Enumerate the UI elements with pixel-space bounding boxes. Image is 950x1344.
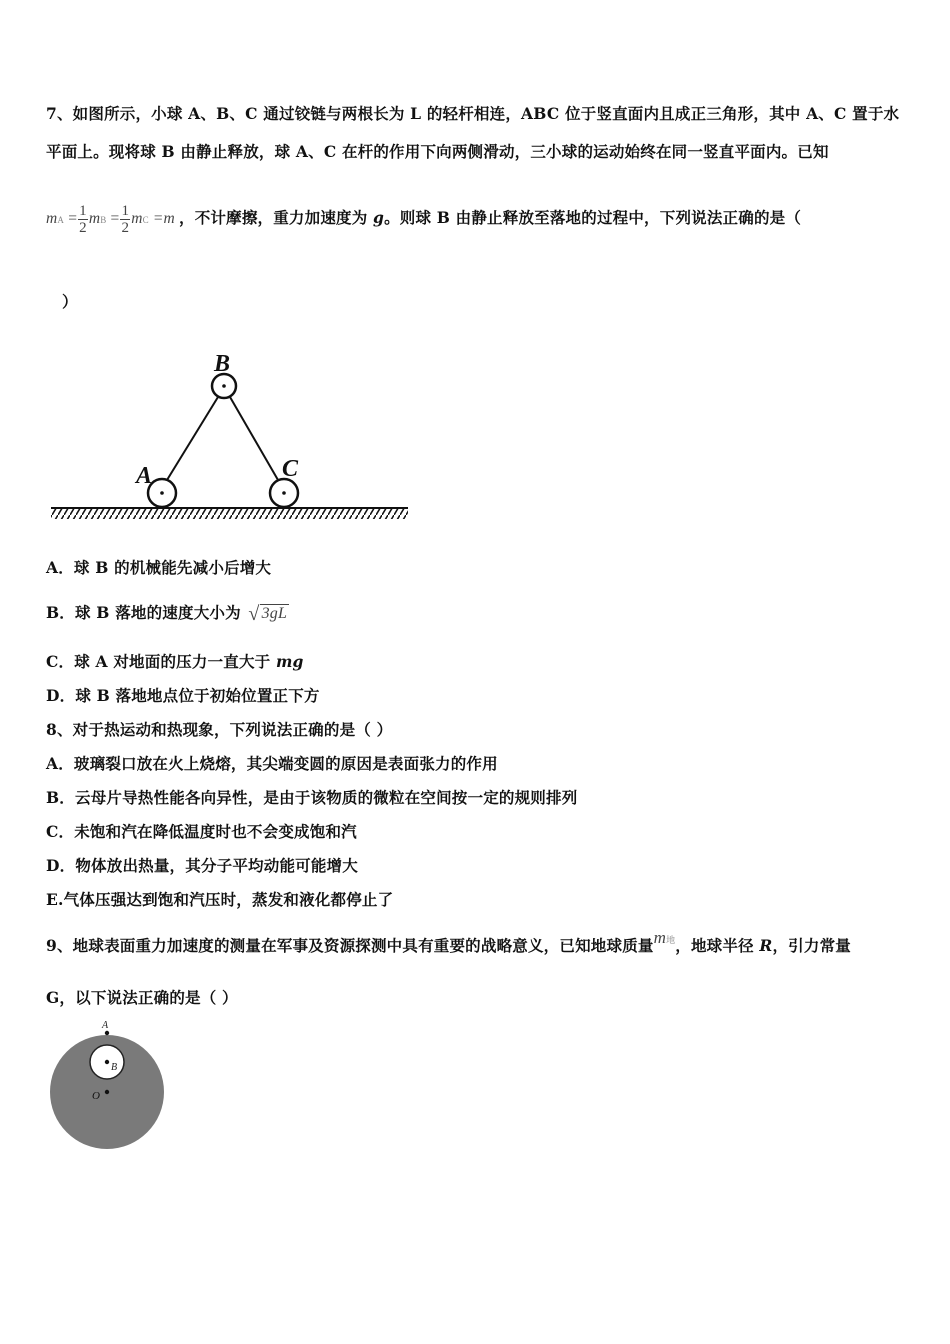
fraction-numerator: 1	[79, 203, 87, 219]
q8-option-c: C．未饱和汽在降低温度时也不会变成饱和汽	[46, 822, 357, 841]
q7-option-b	[46, 601, 289, 624]
m-symbol: m	[131, 210, 143, 228]
q9-earth-figure	[46, 1016, 170, 1156]
fraction-denominator: 2	[79, 220, 87, 236]
q8-option-a: A．玻璃裂口放在火上烧熔，其尖端变圆的原因是表面张力的作用	[46, 754, 498, 773]
gravity-symbol: g	[373, 208, 385, 228]
mass-letter: m	[653, 928, 667, 947]
earth-mass-symbol	[654, 928, 676, 947]
q7-stem-line-4: ）	[62, 292, 78, 311]
q8-option-b: B．云母片导热性能各向异性，是由于该物质的微粒在空间按一定的规则排列	[46, 788, 578, 807]
sqrt-expression	[248, 601, 289, 624]
mass-subscript: 地	[666, 935, 676, 945]
q9-line1-text-c: ，引力常量	[772, 936, 851, 955]
sqrt-radicand: 3gL	[261, 605, 288, 622]
ground-hatching	[51, 509, 408, 519]
q8-option-d: D．物体放出热量，其分子平均动能可能增大	[46, 856, 358, 875]
rod-bc	[230, 397, 278, 480]
fraction-denominator: 2	[121, 220, 130, 236]
q7-stem-line-2: 平面上。现将球 B 由静止释放，球 A、C 在杆的作用下向两侧滑动，三小球的运动始终在同一竖直平面内。已知	[46, 142, 829, 161]
label-point-a: A	[102, 1020, 109, 1031]
q7-option-a: A．球 B 的机械能先减小后增大	[46, 558, 272, 577]
radius-symbol: R	[759, 936, 773, 955]
q9-stem-line-2: G，以下说法正确的是（ ）	[46, 988, 238, 1007]
formula-rhs: =m	[152, 210, 175, 228]
fraction-half-1	[78, 203, 88, 236]
point-o-dot	[105, 1090, 109, 1094]
m-symbol: m	[88, 210, 101, 228]
ball-b	[212, 374, 236, 398]
sqrt-icon: √	[248, 603, 260, 625]
label-a: A	[136, 463, 153, 489]
equals-sign: =	[68, 210, 78, 228]
q7-option-c-text: C．球 A 对地面的压力一直大于	[46, 652, 276, 671]
q7-option-d: D．球 B 落地地点位于初始位置正下方	[46, 686, 320, 705]
label-point-o: O	[92, 1090, 100, 1102]
q8-option-e: E.气体压强达到饱和汽压时，蒸发和液化都停止了	[46, 890, 394, 909]
point-b-dot	[105, 1060, 109, 1064]
equals-sign: =	[110, 210, 120, 228]
q9-line1-text-a: 9、地球表面重力加速度的测量在军事及资源探测中具有重要的战略意义，已知地球质量	[46, 936, 654, 955]
ball-c	[270, 479, 298, 507]
q8-stem: 8、对于热运动和热现象，下列说法正确的是（ ）	[46, 720, 393, 739]
point-a-dot	[105, 1031, 109, 1035]
q7-stem-line-3	[46, 203, 801, 236]
q7-option-c	[46, 650, 304, 672]
q7-stem-line-1: 7、如图所示，小球 A、B、C 通过铰链与两根长为 L 的轻杆相连，ABC 位于竖直面内且成正三角形，其中 A、C 置于水	[46, 104, 900, 123]
label-point-b: B	[111, 1062, 118, 1073]
fraction-numerator: 1	[121, 203, 130, 219]
q7-triangle-figure	[46, 345, 416, 525]
fraction-half-2	[120, 203, 130, 236]
q7-line3-text-b: 。则球 B 由静止释放至落地的过程中，下列说法正确的是（	[384, 208, 802, 228]
ball-a	[148, 479, 176, 507]
label-b: B	[214, 351, 231, 377]
mg-symbol: mg	[275, 652, 304, 671]
label-c: C	[282, 456, 299, 482]
subscript-a: A	[57, 215, 65, 226]
mass-formula	[46, 203, 179, 236]
subscript-c: C	[142, 215, 149, 226]
rod-ab	[167, 397, 218, 480]
subscript-b: B	[100, 215, 107, 226]
q7-option-b-text: B．球 B 落地的速度大小为	[46, 603, 241, 622]
q7-line3-text-a: ，不计摩擦，重力加速度为	[179, 208, 374, 228]
m-symbol: m	[46, 210, 58, 228]
q9-stem-line-1	[46, 928, 851, 956]
q9-line1-text-b: ，地球半径	[675, 936, 760, 955]
